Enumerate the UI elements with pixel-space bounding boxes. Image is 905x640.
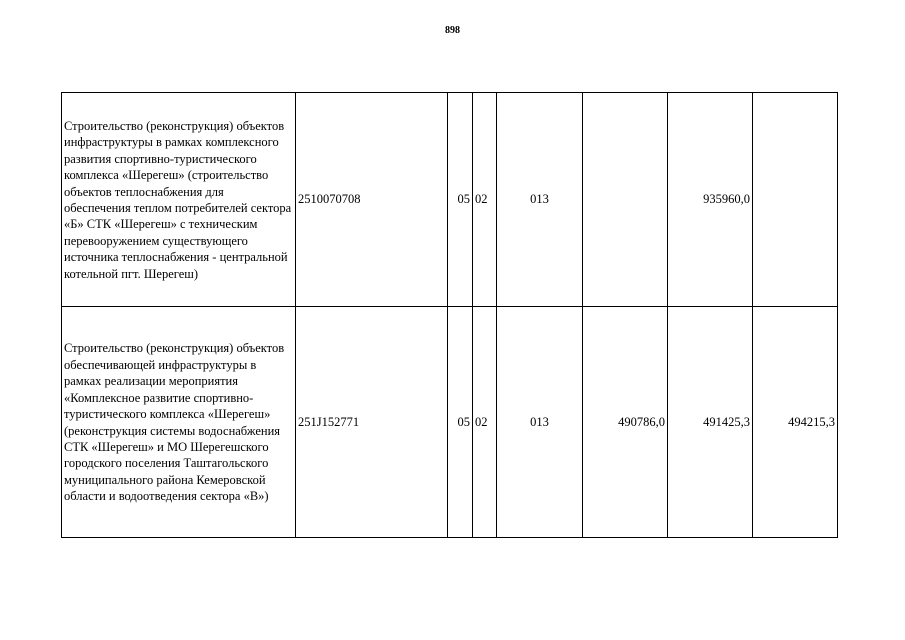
row-subsection-cell: 02	[473, 307, 497, 538]
row-code-cell: 2510070708	[296, 93, 448, 307]
row-year1-cell	[583, 93, 668, 307]
budget-table	[61, 92, 838, 538]
row-expense-type-cell: 013	[497, 307, 583, 538]
row-year3-cell: 494215,3	[753, 307, 838, 538]
row-section-cell: 05	[448, 93, 473, 307]
row-name-cell	[62, 307, 296, 538]
row-code-cell: 251J152771	[296, 307, 448, 538]
row-year1-cell: 490786,0	[583, 307, 668, 538]
row-section-cell: 05	[448, 307, 473, 538]
row-year2-cell: 935960,0	[668, 93, 753, 307]
table-row	[62, 93, 838, 307]
row-name: Строительство (реконструкция) объектов обеспечивающей инфраструктуры в рамках реализации мероприятия «Комплексное развитие спортивно-туристического комплекса «Шерегеш» (реконструкция системы водоснабжения СТК «Шерегеш» и МО Шерегешского городского поселения Таштагольского муниципального района Кемеровской области и водоотведения сектора «В»)	[64, 341, 285, 504]
row-name: Строительство (реконструкция) объектов инфраструктуры в рамках комплексного развития спортивно-туристического комплекса «Шерегеш» (строительство объектов теплоснабжения для обеспечения теплом потребителей сектора «Б» СТК «Шерегеш» с техническим перевооружением существующего источника теплоснабжения - центральной котельной пгт. Шерегеш)	[64, 118, 292, 281]
row-name-cell	[62, 93, 296, 307]
row-expense-type-cell: 013	[497, 93, 583, 307]
table-row	[62, 307, 838, 538]
row-year3-cell	[753, 93, 838, 307]
row-year2-cell: 491425,3	[668, 307, 753, 538]
page-number: 898	[445, 25, 460, 36]
row-subsection-cell: 02	[473, 93, 497, 307]
